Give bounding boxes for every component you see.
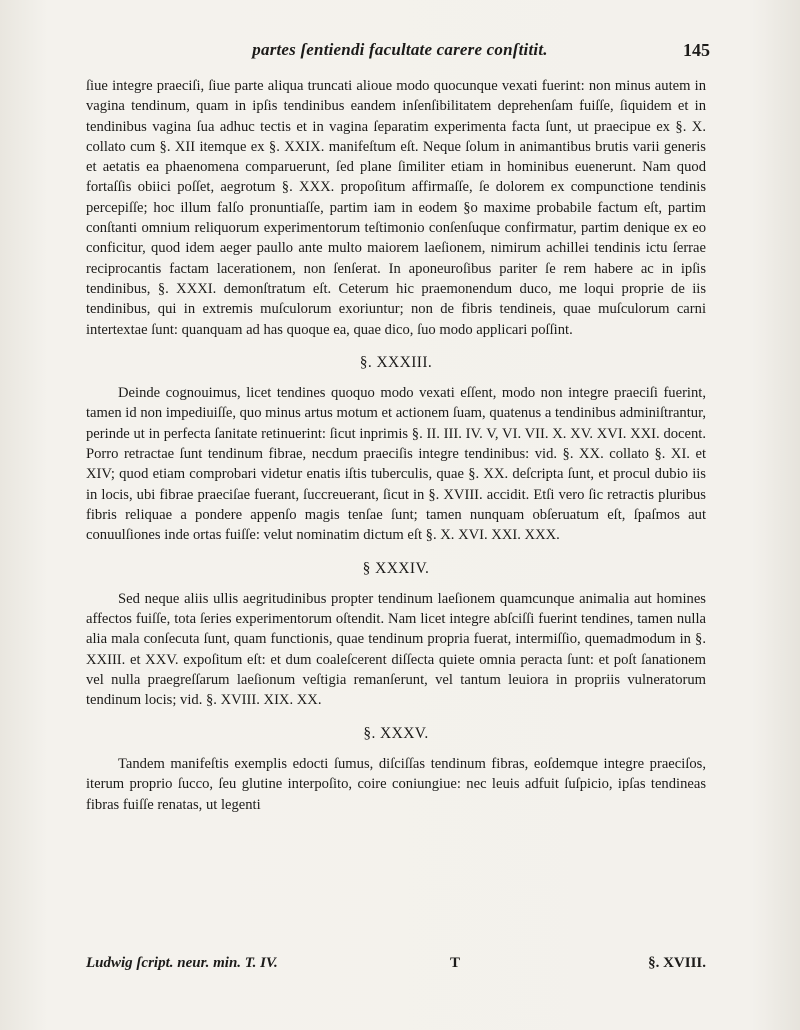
section-heading-33: §. XXXIII. <box>359 353 433 371</box>
paragraph-section-34: Sed neque aliis ullis aegritudinibus propter tendinum laeſionem quamcunque animalia aut homines affectos fuiſſe, tota ſeries experimentorum oſtendit. Nam licet integre abſciſſi fuerint tendines, tamen nulla alia mala conſecuta ſunt, quam functionis, quae tendinum propria fuerat, intermiſſio, quemadmodum in §. XXIII. et XXV. expoſitum eſt: et dum coaleſcerent diſſecta quiete omnia peracta ſunt: et poſt ſanationem vel nulla praegreſſarum laeſionum veſtigia remanſerunt, vel tantum leuiora in propriis vulneratorum tendinum locis; vid. §. XVIII. XIX. XX. <box>86 590 706 709</box>
catchword: §. XVIII. <box>648 955 706 971</box>
page-footer <box>86 955 706 979</box>
running-title: partes ſentiendi facultate carere conſtitit. <box>252 40 548 59</box>
signature-mark: T <box>450 955 461 971</box>
footer-signature: Ludwig ſcript. neur. min. T. IV. <box>86 955 278 971</box>
section-heading-35: §. XXXV. <box>363 724 429 742</box>
section-heading-34: § XXXIV. <box>362 559 430 577</box>
page-header <box>0 40 800 70</box>
body-text <box>86 76 706 815</box>
page-number: 145 <box>683 40 710 60</box>
paragraph-section-35: Tandem manifeſtis exemplis edocti ſumus, diſciſſas tendinum fibras, eoſdemque integre praeciſos, iterum proprio ſucco, ſeu glutine interpoſito, coire coniungiue: nec leuis adfuit ſuſpicio, ipſas tendineas fibras fuiſſe renatas, ut legenti <box>86 755 706 813</box>
paragraph-continuation: ſiue integre praeciſi, ſiue parte aliqua truncati alioue modo quocunque vexati fuerint: non minus autem in vagina tendinum, quam in ipſis tendinibus eandem inſenſibilitatem deprehenſam fuiſſe, ſiquidem et in tendinibus vagina ſua adhuc tectis et in vagina ſeparatim experimenta facta ſunt, ut praecipue ex §. X. collato cum §. XII itemque ex §. XXIX. manifeſtum eſt. Neque ſolum in animantibus brutis varii generis et aetatis ea phaenomena comparuerunt, ſed plane ſimiliter etiam in hominibus euenerunt. Nam quod fortaſſis obiici poſſet, aegrotum §. XXX. propoſitum affirmaſſe, ſe dolorem ex compunctione tendinis percepiſſe; hoc illum falſo pronuntiaſſe, partim iam in eodem §o maxime probabile factum eſt, partim conſtanti omnium reliquorum experimentorum teſtimonio conſenſuque confirmatur, partim denique ex eo conficitur, quod idem aeger paullo ante multo maiorem laeſionem, nimirum achillei tendinis ictu ſerrae reciprocantis factam lacerationem, non ſenſerat. In aponeuroſibus pariter ſe rem habere ac in ipſis tendinibus, §. XXXI. demonſtratum eſt. Ceterum hic praemonendum duco, me loqui proprie de iis tendinibus, qui in extremis muſculorum exoriuntur; non de fibris tendineis, quae muſculorum carni intertextae ſunt: quanquam ad has quoque ea, quae dico, ſuo modo applicari poſſint. <box>86 78 706 338</box>
paragraph-section-33: Deinde cognouimus, licet tendines quoquo modo vexati eſſent, modo non integre praeciſi fuerint, tamen id non impediuiſſe, quo minus artus motum et actionem ſuam, quatenus a tendinibus adminiſtrantur, perinde ut in perfecta ſanitate retinuerint: ſicut inprimis §. II. III. IV. V, VI. VII. X. XV. XVI. XXI. docent. Porro retractae ſunt tendinum fibrae, necdum praeciſis integre tendinibus: vid. §. XX. collato §. XI. et XIV; quod etiam comprobari videtur enatis iſtis tuberculis, quae §. XX. deſcripta ſunt, et procul dubio iis in locis, ubi fibrae praeciſae fuerant, ſuccreuerant, ſicut in §. XVIII. accidit. Etſi vero ſic retractis pluribus fibris reliquae a pondere appenſo magis tenſae ſunt; tamen nunquam obſeruatum eſt, ſpaſmos aut conuulſiones inde ortas fuiſſe: velut nominatim dictum eſt §. X. XVI. XXI. XXX. <box>86 385 706 544</box>
